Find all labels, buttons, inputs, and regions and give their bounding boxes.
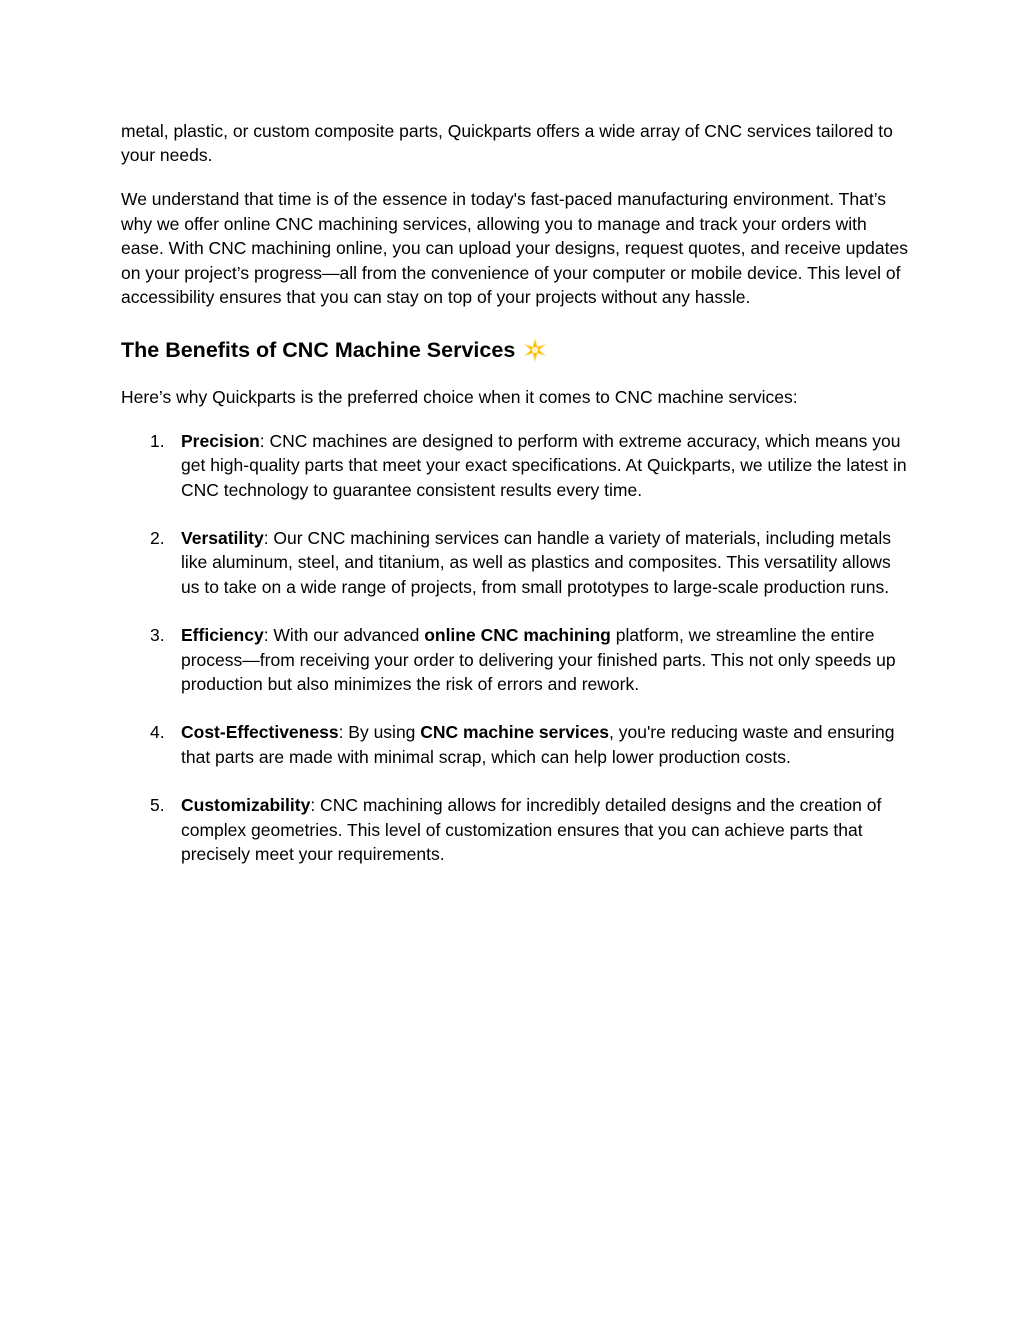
benefits-list <box>121 429 911 867</box>
benefit-text-after: platform, we streamline the entire process—from receiving your order to delivering your finished parts. This not only speeds up production but also minimizes the risk of errors and rework. <box>181 625 896 694</box>
benefit-text: : CNC machining allows for incredibly detailed designs and the creation of complex geometries. This level of customization ensures that you can achieve parts that precisely meet your requirements. <box>181 795 882 865</box>
benefit-text-after: , you're reducing waste and ensuring that parts are made with minimal scrap, which can help lower production costs. <box>181 722 895 767</box>
list-item <box>121 720 911 769</box>
list-item <box>121 429 911 502</box>
benefit-text: : Our CNC machining services can handle a variety of materials, including metals like aluminum, steel, and titanium, as well as plastics and composites. This versatility allows us to take on a wide range of projects, from small prototypes to large-scale production runs. <box>181 527 892 597</box>
paragraph-intro-continued: metal, plastic, or custom composite parts, Quickparts offers a wide array of CNC services tailored to your needs. <box>121 121 893 166</box>
benefit-title: Efficiency <box>181 625 264 646</box>
document-page <box>121 119 911 866</box>
benefit-title: Cost-Effectiveness <box>181 722 339 743</box>
list-item-number: 2. <box>150 527 165 548</box>
benefit-text-before: : By using <box>338 722 421 743</box>
benefits-intro: Here’s why Quickparts is the preferred choice when it comes to CNC machine services: <box>121 387 798 408</box>
benefit-title: Versatility <box>181 527 264 548</box>
glowing-star-icon <box>521 336 549 364</box>
benefit-text: : CNC machines are designed to perform with extreme accuracy, which means you get high-quality parts that meet your exact specifications. At Quickparts, we utilize the latest in CNC technology to guarantee consistent results every time. <box>181 430 907 500</box>
list-item-number: 4. <box>150 722 165 743</box>
benefit-bold-phrase: online CNC machining <box>424 625 611 646</box>
list-item <box>121 623 911 696</box>
paragraph-online-services: We understand that time is of the essence in today's fast-paced manufacturing environment. That’s why we offer online CNC machining services, allowing you to manage and track your orders with ease. With CNC machining online, you can upload your designs, request quotes, and receive updates on your project’s progress—all from the convenience of your computer or mobile device. This level of accessibility ensures that you can stay on top of your projects without any hassle. <box>121 189 908 307</box>
list-item-number: 3. <box>150 625 165 646</box>
benefit-title: Customizability <box>181 795 311 816</box>
benefit-text-before: : With our advanced <box>263 625 425 646</box>
benefit-bold-phrase: CNC machine services <box>420 722 609 743</box>
benefit-title: Precision <box>181 430 260 451</box>
section-heading <box>121 335 911 365</box>
list-item <box>121 526 911 599</box>
list-item <box>121 793 911 866</box>
list-item-number: 1. <box>150 430 165 451</box>
list-item-number: 5. <box>150 795 165 816</box>
section-heading-text: The Benefits of CNC Machine Services <box>121 338 516 363</box>
